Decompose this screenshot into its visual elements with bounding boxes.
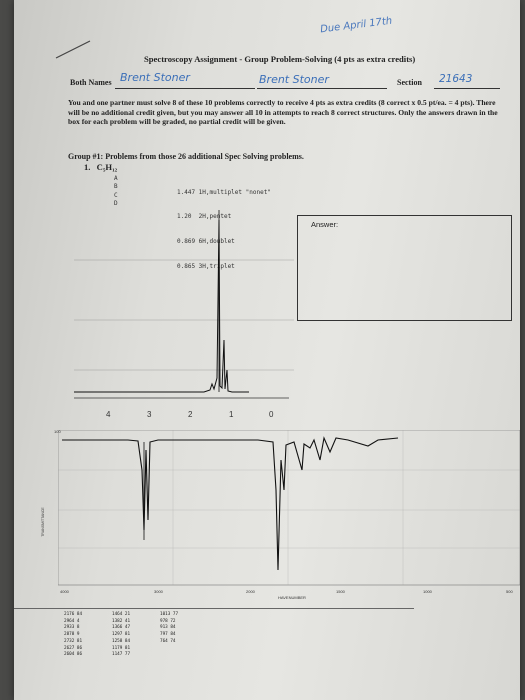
- ir-xlabel: HAVENUMBER: [278, 595, 306, 600]
- ir-tick: 500: [506, 589, 513, 594]
- ir-peak-entry: 1013 77: [160, 612, 179, 617]
- ir-peak-entry: 2627 86: [64, 645, 83, 651]
- ir-peak-entry: [160, 646, 204, 652]
- ir-peak-entry: 797 84: [160, 632, 176, 638]
- ir-peak-entry: 2933 8: [64, 625, 80, 631]
- nmr-spectrum: [74, 200, 294, 430]
- ir-peak-entry: 913 84: [160, 625, 176, 631]
- ir-bottom-rule: [14, 608, 414, 609]
- check-mark-icon: [54, 38, 94, 62]
- ir-peak-entry: 2964 4: [64, 618, 80, 624]
- molecular-formula: C₅H₁₂: [96, 162, 118, 172]
- nmr-tick: 0: [269, 410, 274, 419]
- answer-box[interactable]: [297, 215, 512, 321]
- worksheet-page: [14, 0, 520, 700]
- ir-tick: 4000: [60, 589, 69, 594]
- ir-peak-entry: 2604 86: [64, 652, 83, 658]
- ir-peak-entry: [160, 652, 204, 658]
- nmr-signal: 0.869 6H,doublet: [177, 238, 235, 246]
- ir-tick: 2000: [246, 589, 255, 594]
- ir-peak-table: [64, 612, 214, 658]
- problem-number: [84, 162, 117, 172]
- problem-index: 1.: [84, 162, 91, 172]
- ir-peak-entry: 764 74: [160, 638, 176, 644]
- due-date-note: Due April 17th: [319, 15, 393, 36]
- student-name-1: Brent Stoner: [120, 71, 190, 84]
- signal-letter: A: [114, 175, 118, 182]
- nmr-tick: 1: [229, 410, 234, 419]
- section-value: 21643: [439, 73, 473, 85]
- name2-line: [257, 88, 387, 89]
- nmr-trace: [74, 220, 249, 392]
- ir-peak-entry: 1297 81: [112, 632, 131, 638]
- nmr-tick: 4: [106, 410, 111, 419]
- ir-peak-entry: 2732 81: [64, 638, 83, 644]
- ir-peak-entry: 1382 41: [112, 618, 131, 624]
- signal-letter: D: [114, 199, 118, 207]
- signal-letter: C: [114, 191, 118, 199]
- ir-tick: 1000: [423, 589, 432, 594]
- nmr-signal: 0.865 3H,triplet: [177, 263, 235, 271]
- ir-peak-entry: 978 72: [160, 618, 176, 624]
- ir-peak-entry: 1366 47: [112, 625, 131, 631]
- ir-tick: 1500: [336, 589, 345, 594]
- ir-peak-entry: 2176 84: [64, 612, 83, 617]
- instructions: You and one partner must solve 8 of these 10 problems correctly to receive 4 pts as extra credits (8 correct x 0.5 pt/ea. = 4 pts). There will be no additional credit given, but you may answer all 10 in attempts to reach 8 correct structures. Only the answers drawn in the box for each problem will be graded, no partial credit will be given.: [68, 98, 498, 126]
- names-label: Both Names: [70, 78, 112, 87]
- ir-tick: 3000: [154, 589, 163, 594]
- name1-line: [115, 88, 255, 89]
- student-name-2: Brent Stoner: [259, 73, 329, 86]
- signal-letter: B: [114, 183, 118, 191]
- ir-peak-entry: 1179 81: [112, 645, 131, 651]
- section-line: [434, 88, 500, 89]
- nmr-signal: 1.447 1H,multiplet "nonet": [177, 188, 271, 196]
- ir-ylabel: TRANSMITTANCE: [40, 507, 45, 537]
- ir-peak-entry: 1147 77: [112, 652, 131, 658]
- group-heading: Group #1: Problems from those 26 additional Spec Solving problems.: [68, 152, 304, 161]
- section-label: Section: [397, 78, 422, 87]
- ir-top-label: 100: [54, 429, 61, 434]
- ir-trace: [62, 438, 398, 570]
- ir-peak-entry: 1464 21: [112, 612, 131, 617]
- nmr-tick: 3: [147, 410, 152, 419]
- nmr-signal: 1.20 2H,pentet: [177, 213, 232, 221]
- ir-spectrum: [58, 430, 520, 600]
- assignment-title: Spectroscopy Assignment - Group Problem-Solving (4 pts as extra credits): [144, 54, 416, 64]
- ir-peak-entry: 1258 84: [112, 638, 131, 644]
- ir-peak-entry: 2878 9: [64, 632, 80, 638]
- nmr-tick: 2: [188, 410, 193, 419]
- answer-label: Answer:: [311, 220, 339, 229]
